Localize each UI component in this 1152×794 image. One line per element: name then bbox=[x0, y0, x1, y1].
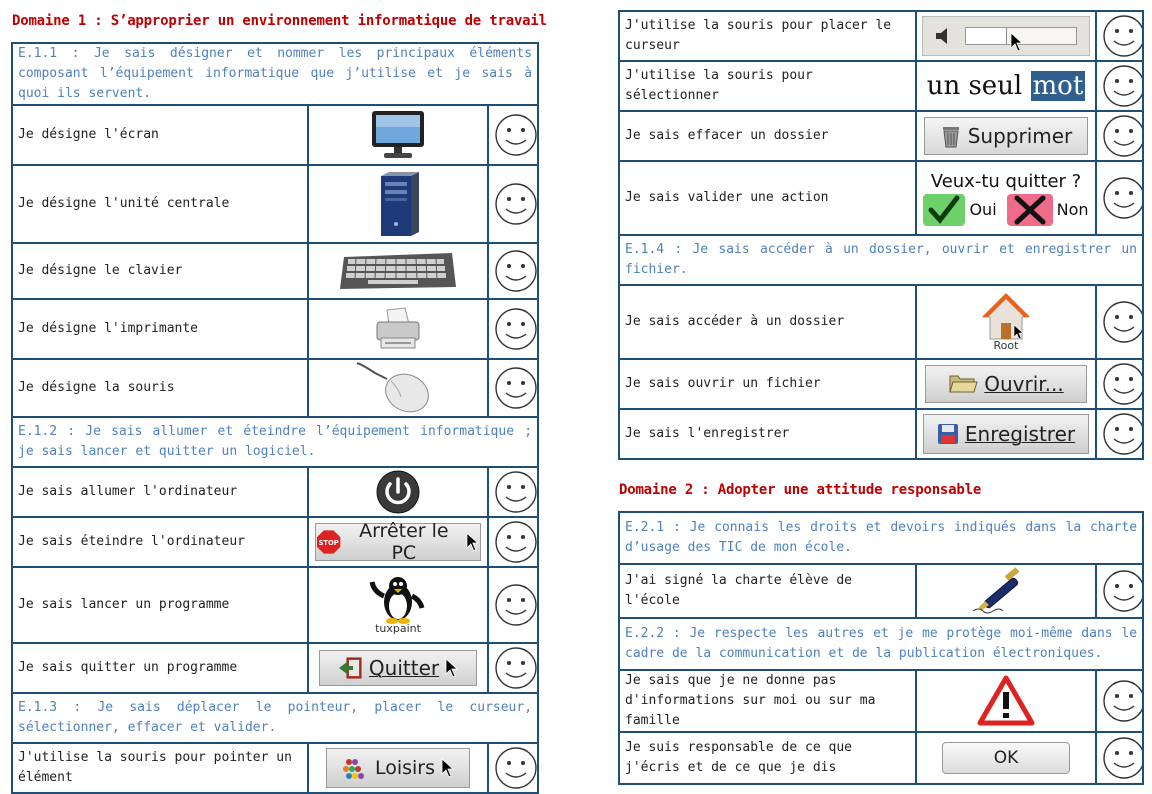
smiley-cell[interactable] bbox=[1096, 11, 1143, 61]
smiley-cell[interactable] bbox=[488, 299, 538, 359]
section-e11: E.1.1 : Je sais désigner et nommer les principaux éléments composant l’équipement informatique que j’utilise et je sais à quoi ils servent. bbox=[12, 43, 538, 105]
picture-open bbox=[916, 359, 1096, 409]
smiley-cell[interactable] bbox=[1096, 564, 1143, 618]
item-ouvrir: Je sais ouvrir un fichier bbox=[619, 359, 916, 409]
speaker-icon bbox=[935, 27, 951, 45]
mouse-icon bbox=[353, 361, 443, 415]
item-responsable: Je suis responsable de ce que j'écris et de ce que je dis bbox=[619, 732, 916, 784]
keyboard-icon bbox=[338, 249, 458, 293]
smiley-icon bbox=[1102, 14, 1143, 58]
smiley-icon bbox=[1102, 569, 1143, 613]
cursor-arrow-icon bbox=[1010, 32, 1024, 52]
section-e14: E.1.4 : Je sais accéder à un dossier, ouvrir et enregistrer un fichier. bbox=[619, 235, 1143, 285]
item-curseur: J'utilise la souris pour placer le curseur bbox=[619, 11, 916, 61]
item-pointer: J'utilise la souris pour pointer un élément bbox=[12, 743, 308, 793]
picture-tower bbox=[308, 165, 488, 243]
shutdown-button-image bbox=[315, 520, 481, 564]
smiley-icon bbox=[494, 646, 538, 690]
smiley-cell[interactable] bbox=[488, 359, 538, 417]
item-ecran: Je désigne l'écran bbox=[12, 105, 308, 165]
shutdown-label: Arrêter le PC bbox=[359, 520, 449, 564]
item-effacer: Je sais effacer un dossier bbox=[619, 111, 916, 161]
floppy-disk-icon bbox=[937, 423, 959, 445]
delete-label: Supprimer bbox=[967, 124, 1073, 148]
quit-label: Quitter bbox=[368, 656, 440, 680]
smiley-icon bbox=[1102, 300, 1143, 344]
smiley-icon bbox=[494, 182, 538, 226]
smiley-cell[interactable] bbox=[488, 467, 538, 517]
save-button-image bbox=[923, 414, 1089, 454]
picture-power bbox=[308, 467, 488, 517]
slider-track bbox=[965, 27, 1077, 45]
picture-ok bbox=[916, 732, 1096, 784]
smiley-icon bbox=[1102, 114, 1143, 158]
picture-loisirs bbox=[308, 743, 488, 793]
picture-selection bbox=[916, 61, 1096, 111]
exit-door-icon bbox=[337, 656, 363, 680]
stop-text: STOP bbox=[318, 538, 339, 547]
smiley-cell[interactable] bbox=[1096, 670, 1143, 732]
picture-tuxpaint bbox=[308, 567, 488, 643]
confirm-dialog-image bbox=[922, 171, 1090, 226]
cursor-arrow-icon bbox=[445, 658, 459, 678]
item-enregistrer: Je sais l'enregistrer bbox=[619, 409, 916, 459]
selection-highlight-text: mot bbox=[1032, 71, 1084, 101]
smiley-icon bbox=[494, 583, 538, 627]
item-selectionner: J'utilise la souris pour sélectionner bbox=[619, 61, 916, 111]
tuxpaint-label: tuxpaint bbox=[375, 622, 421, 635]
root-label: Root bbox=[993, 339, 1019, 352]
section-e21: E.2.1 : Je connais les droits et devoirs indiqués dans la charte d’usage des TIC de mon école. bbox=[619, 512, 1143, 564]
tux-penguin-icon bbox=[366, 574, 430, 624]
picture-confirm-dialog bbox=[916, 161, 1096, 235]
save-label: Enregistrer bbox=[964, 422, 1076, 446]
check-icon bbox=[923, 194, 965, 226]
picture-warning bbox=[916, 670, 1096, 732]
domain2-title: Domaine 2 : Adopter une attitude responsable bbox=[619, 482, 982, 498]
home-folder-icon bbox=[980, 291, 1032, 343]
printer-icon bbox=[371, 306, 425, 352]
picture-printer bbox=[308, 299, 488, 359]
item-unite: Je désigne l'unité centrale bbox=[12, 165, 308, 243]
game-pieces-icon bbox=[341, 754, 369, 782]
open-button-image bbox=[925, 365, 1087, 403]
smiley-icon bbox=[494, 470, 538, 514]
quit-button-image bbox=[319, 650, 477, 686]
item-eteindre: Je sais éteindre l'ordinateur bbox=[12, 517, 308, 567]
smiley-cell[interactable] bbox=[488, 165, 538, 243]
delete-button-image bbox=[924, 117, 1088, 155]
picture-home-folder bbox=[916, 285, 1096, 359]
picture-screen bbox=[308, 105, 488, 165]
picture-quit bbox=[308, 643, 488, 693]
smiley-icon bbox=[494, 307, 538, 351]
item-charte: J'ai signé la charte élève de l'école bbox=[619, 564, 916, 618]
stop-sign-icon bbox=[316, 529, 341, 555]
cross-icon bbox=[1007, 194, 1053, 226]
smiley-cell[interactable] bbox=[488, 517, 538, 567]
confirm-question: Veux-tu quitter ? bbox=[930, 170, 1082, 192]
smiley-icon bbox=[494, 746, 538, 790]
picture-mouse bbox=[308, 359, 488, 417]
selection-example bbox=[927, 71, 1086, 101]
trash-icon bbox=[940, 124, 962, 148]
no-label: Non bbox=[1056, 200, 1089, 219]
item-allumer: Je sais allumer l'ordinateur bbox=[12, 467, 308, 517]
smiley-icon bbox=[494, 113, 538, 157]
selection-plain-text: un seul bbox=[926, 71, 1023, 101]
domain1-table-right bbox=[618, 10, 1144, 460]
smiley-icon bbox=[494, 366, 538, 410]
smiley-icon bbox=[1102, 679, 1143, 723]
domain2-table bbox=[618, 511, 1144, 785]
section-e22: E.2.2 : Je respecte les autres et je me protège moi-même dans le cadre de la communication et de la publication électroniques. bbox=[619, 618, 1143, 670]
open-folder-icon bbox=[948, 372, 978, 396]
loisirs-button-image bbox=[326, 748, 470, 788]
smiley-icon bbox=[1102, 736, 1143, 780]
yes-label: Oui bbox=[969, 200, 997, 219]
monitor-icon bbox=[368, 109, 428, 161]
smiley-cell[interactable] bbox=[1096, 61, 1143, 111]
smiley-cell[interactable] bbox=[1096, 359, 1143, 409]
open-label: Ouvrir... bbox=[984, 372, 1064, 396]
smiley-icon bbox=[1102, 412, 1143, 456]
smiley-cell[interactable] bbox=[1096, 111, 1143, 161]
picture-save bbox=[916, 409, 1096, 459]
smiley-icon bbox=[494, 520, 538, 564]
item-lancer: Je sais lancer un programme bbox=[12, 567, 308, 643]
smiley-cell[interactable] bbox=[488, 643, 538, 693]
smiley-icon bbox=[1102, 362, 1143, 406]
power-icon bbox=[375, 469, 421, 515]
picture-delete bbox=[916, 111, 1096, 161]
ok-button-image: OK bbox=[942, 742, 1070, 774]
smiley-cell[interactable] bbox=[488, 105, 538, 165]
section-e13: E.1.3 : Je sais déplacer le pointeur, placer le curseur, sélectionner, effacer et valider. bbox=[12, 693, 538, 743]
volume-slider-image bbox=[922, 16, 1090, 56]
loisirs-label: Loisirs bbox=[374, 757, 436, 779]
smiley-icon bbox=[494, 249, 538, 293]
cursor-arrow-icon bbox=[441, 758, 455, 778]
section-e12: E.1.2 : Je sais allumer et éteindre l’équipement informatique ; je sais lancer et quitter un logiciel. bbox=[12, 417, 538, 467]
item-quitter: Je sais quitter un programme bbox=[12, 643, 308, 693]
smiley-cell[interactable] bbox=[1096, 161, 1143, 235]
picture-pen bbox=[916, 564, 1096, 618]
item-informations: Je sais que je ne donne pas d'informations sur moi ou sur ma famille bbox=[619, 670, 916, 732]
item-souris: Je désigne la souris bbox=[12, 359, 308, 417]
smiley-icon bbox=[1102, 176, 1143, 220]
item-clavier: Je désigne le clavier bbox=[12, 243, 308, 299]
item-valider: Je sais valider une action bbox=[619, 161, 916, 235]
smiley-cell[interactable] bbox=[488, 567, 538, 643]
domain1-title: Domaine 1 : S’approprier un environnement informatique de travail bbox=[12, 13, 547, 29]
item-imprimante: Je désigne l'imprimante bbox=[12, 299, 308, 359]
picture-shutdown bbox=[308, 517, 488, 567]
smiley-cell[interactable] bbox=[1096, 732, 1143, 784]
picture-volume-slider bbox=[916, 11, 1096, 61]
computer-tower-icon bbox=[373, 170, 423, 238]
picture-keyboard bbox=[308, 243, 488, 299]
smiley-icon bbox=[1102, 64, 1143, 108]
fountain-pen-icon bbox=[971, 567, 1041, 615]
warning-icon bbox=[977, 675, 1035, 727]
domain1-table-left bbox=[11, 42, 539, 794]
slider-thumb bbox=[966, 28, 1007, 44]
smiley-cell[interactable] bbox=[488, 243, 538, 299]
smiley-cell[interactable] bbox=[488, 743, 538, 793]
cursor-arrow-icon bbox=[466, 532, 480, 552]
item-acceder: Je sais accéder à un dossier bbox=[619, 285, 916, 359]
smiley-cell[interactable] bbox=[1096, 409, 1143, 459]
smiley-cell[interactable] bbox=[1096, 285, 1143, 359]
